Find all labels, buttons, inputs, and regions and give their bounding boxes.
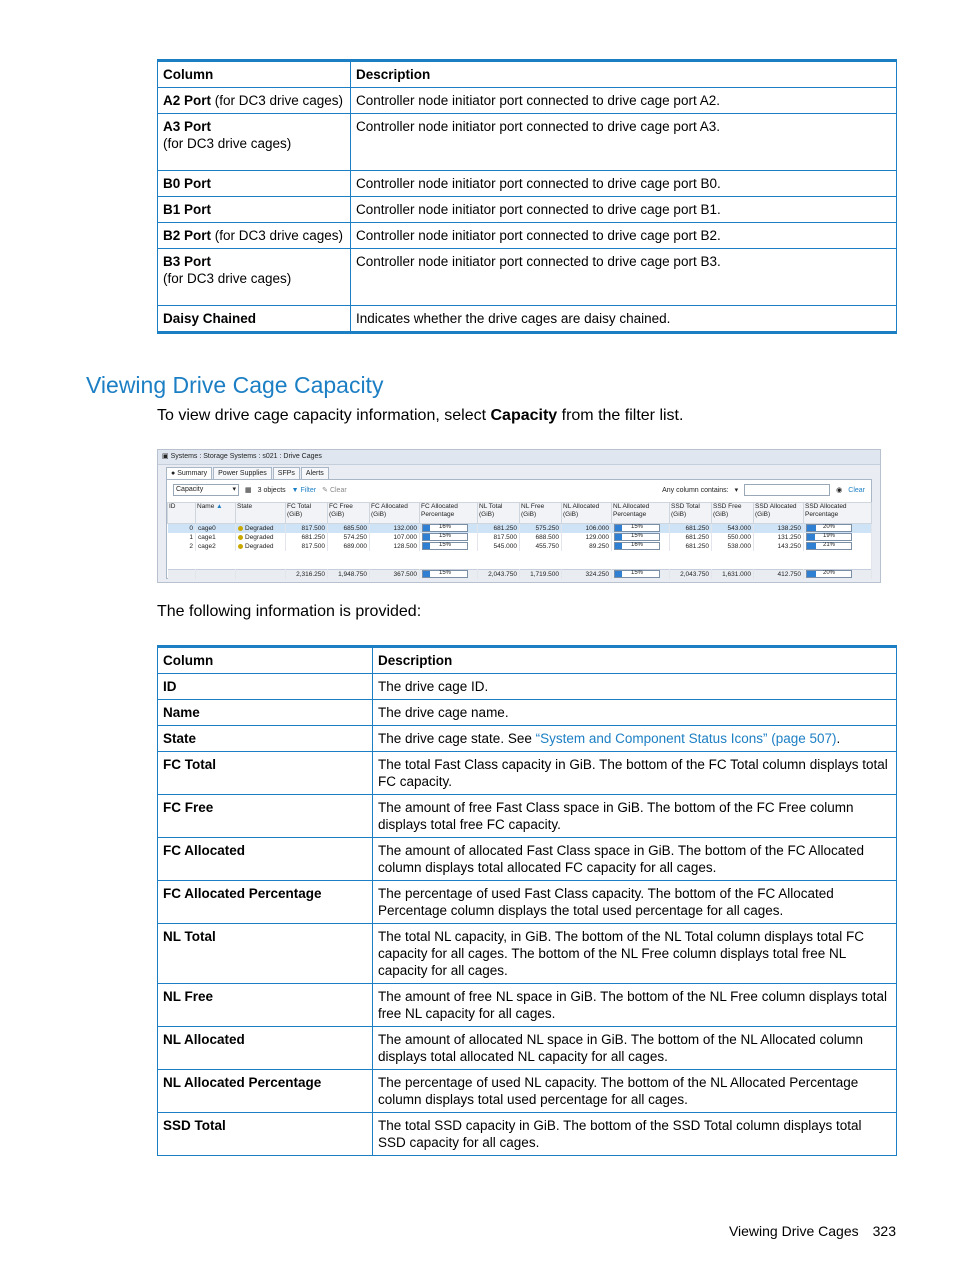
table-row <box>158 197 897 223</box>
filter-label: Filter <box>300 486 317 494</box>
percentage-label: 16% <box>630 542 643 549</box>
percentage-cell <box>612 533 670 542</box>
binoculars-icon[interactable]: ◉ <box>836 487 843 494</box>
row-name: B0 Port <box>163 176 212 191</box>
cell-fc-free: 685.500 <box>328 524 370 534</box>
summary-icon: ● <box>171 470 176 477</box>
tab-power-supplies[interactable]: Power Supplies <box>213 467 272 479</box>
cell-empty <box>196 570 236 580</box>
cell-ssd-allocated: 131.250 <box>754 533 804 542</box>
percentage-cell <box>804 570 872 580</box>
row-desc: The amount of allocated Fast Class space in GiB. The bottom of the FC Allocated column displays total allocated FC capacity for all cages. <box>373 838 897 881</box>
row-desc: Controller node initiator port connected to drive cage port B0. <box>351 171 897 197</box>
percentage-bar <box>806 570 852 578</box>
eraser-icon: ✎ <box>322 487 328 494</box>
table-row <box>158 881 897 924</box>
percentage-cell <box>612 542 670 551</box>
percentage-cell <box>420 542 478 551</box>
table-row <box>158 1070 897 1113</box>
description-header: Description <box>351 61 897 88</box>
table-row <box>158 726 897 752</box>
cell-nl-allocated: 89.250 <box>562 542 612 551</box>
row-name: B3 Port <box>163 254 212 269</box>
row-name: A2 Port <box>163 93 212 108</box>
grid-column-header[interactable]: NL Allocated (GiB) <box>562 503 612 524</box>
cell-state <box>236 533 286 542</box>
grid-column-header[interactable]: SSD Total (GiB) <box>670 503 712 524</box>
grid-column-header[interactable]: FC Allocated Percentage <box>420 503 478 524</box>
cell-nl-free: 575.250 <box>520 524 562 534</box>
total-ssd-total: 2,043.750 <box>670 570 712 580</box>
table-row <box>158 984 897 1027</box>
percentage-label: 20% <box>822 570 835 577</box>
column-header: Column <box>158 61 351 88</box>
percentage-bar <box>806 524 852 532</box>
percentage-cell <box>612 570 670 580</box>
cell-ssd-allocated: 138.250 <box>754 524 804 534</box>
percentage-bar <box>614 533 660 541</box>
port-table-header <box>158 61 897 88</box>
cell-empty <box>168 570 196 580</box>
cell-nl-total: 817.500 <box>478 533 520 542</box>
following-paragraph: The following information is provided: <box>157 603 422 620</box>
row-desc: The total SSD capacity in GiB. The bottom of the SSD Total column displays total SSD capacity for all cages. <box>373 1113 897 1156</box>
port-table <box>157 59 897 334</box>
percentage-label: 15% <box>630 524 643 531</box>
tab-alerts[interactable]: Alerts <box>301 467 329 479</box>
tab-label: Summary <box>177 470 208 477</box>
total-fc-allocated: 367.500 <box>370 570 420 580</box>
grid-column-header[interactable] <box>196 503 236 524</box>
status-icons-link[interactable]: “System and Component Status Icons” (page 507) <box>535 731 837 746</box>
row-desc-text: The drive cage state. See <box>378 731 536 746</box>
cell-name: cage1 <box>196 533 236 542</box>
cell-nl-free: 455.750 <box>520 542 562 551</box>
grid-column-header[interactable]: NL Total (GiB) <box>478 503 520 524</box>
cell-fc-free: 689.000 <box>328 542 370 551</box>
percentage-bar <box>614 542 660 550</box>
window-icon: ▣ <box>162 453 169 460</box>
cell-state <box>236 524 286 534</box>
row-note: (for DC3 drive cages) <box>163 271 292 286</box>
row-name: State <box>158 726 373 752</box>
window-title-text: Systems : Storage Systems : s021 : Drive Cages <box>170 453 322 460</box>
row-desc: Controller node initiator port connected to drive cage port A2. <box>351 88 897 114</box>
row-name: A3 Port <box>163 119 212 134</box>
row-desc: The amount of allocated NL space in GiB. The bottom of the NL Allocated column displays total allocated NL capacity for all cages. <box>373 1027 897 1070</box>
cell-ssd-allocated: 143.250 <box>754 542 804 551</box>
percentage-bar <box>614 570 660 578</box>
state-label: Degraded <box>245 543 274 550</box>
table-row[interactable] <box>168 524 872 534</box>
percentage-bar <box>422 533 468 541</box>
degraded-status-icon <box>238 544 243 549</box>
row-desc: The percentage of used Fast Class capacity. The bottom of the FC Allocated Percentage column displays the total used percentage for all cages. <box>373 881 897 924</box>
degraded-status-icon <box>238 526 243 531</box>
intro-text: To view drive cage capacity information, select <box>157 407 491 424</box>
table-row <box>158 114 897 171</box>
total-nl-allocated: 324.250 <box>562 570 612 580</box>
table-row <box>158 249 897 306</box>
percentage-label: 15% <box>438 542 451 549</box>
total-fc-total: 2,316.250 <box>286 570 328 580</box>
row-name: ID <box>158 674 373 700</box>
cell-nl-free: 688.500 <box>520 533 562 542</box>
empty-cell <box>168 560 872 570</box>
row-desc: The amount of free Fast Class space in GiB. The bottom of the FC Free column displays total free FC capacity. <box>373 795 897 838</box>
cell-ssd-free: 538.000 <box>712 542 754 551</box>
cell-nl-total: 681.250 <box>478 524 520 534</box>
row-note: (for DC3 drive cages) <box>211 93 344 108</box>
row-desc <box>373 726 897 752</box>
empty-cell <box>168 551 872 560</box>
grid-column-header[interactable]: SSD Allocated (GiB) <box>754 503 804 524</box>
total-nl-total: 2,043.750 <box>478 570 520 580</box>
cell-state <box>236 542 286 551</box>
table-row <box>158 924 897 984</box>
grid-body <box>168 524 872 580</box>
row-desc: The total NL capacity, in GiB. The bottom of the NL Total column displays total FC capacity for all cages. The bottom of the NL Free column displays total free NL capacity for all cages. <box>373 924 897 984</box>
capacity-column-table <box>157 645 897 1156</box>
table-row <box>158 88 897 114</box>
cell-fc-allocated: 128.500 <box>370 542 420 551</box>
table-row <box>158 795 897 838</box>
row-desc-post: . <box>836 731 841 746</box>
filter-icon: ▼ <box>291 486 299 494</box>
grid-column-header[interactable]: FC Allocated (GiB) <box>370 503 420 524</box>
intro-text-post: from the filter list. <box>557 407 684 424</box>
intro-paragraph <box>157 407 683 425</box>
clear-label: Clear <box>329 487 347 494</box>
table-row <box>158 306 897 333</box>
row-name: Name <box>158 700 373 726</box>
percentage-label: 15% <box>630 533 643 540</box>
row-name: NL Free <box>158 984 373 1027</box>
row-desc: Controller node initiator port connected to drive cage port B2. <box>351 223 897 249</box>
object-count: 3 objects <box>257 486 286 494</box>
totals-row <box>168 570 872 580</box>
row-name: Daisy Chained <box>163 311 257 326</box>
percentage-cell <box>420 524 478 534</box>
row-desc: The drive cage name. <box>373 700 897 726</box>
sort-ascending-icon: ▲ <box>216 503 223 510</box>
empty-row <box>168 551 872 560</box>
row-desc: Controller node initiator port connected to drive cage port B1. <box>351 197 897 223</box>
grid-column-label: Name <box>197 503 215 510</box>
page-number: 323 <box>872 1223 896 1239</box>
filter-select[interactable] <box>173 484 239 496</box>
table-row[interactable] <box>168 533 872 542</box>
cell-ssd-free: 543.000 <box>712 524 754 534</box>
row-desc: The total Fast Class capacity in GiB. The bottom of the FC Total column displays total FC capacity. <box>373 752 897 795</box>
cell-fc-allocated: 132.000 <box>370 524 420 534</box>
clear-search-link[interactable]: Clear <box>848 486 865 494</box>
row-desc: Controller node initiator port connected to drive cage port B3. <box>351 249 897 306</box>
intro-bold: Capacity <box>490 407 558 424</box>
cell-id: 0 <box>168 524 196 534</box>
any-column-label: Any column contains: <box>662 486 729 494</box>
percentage-label: 19% <box>822 533 835 540</box>
cell-ssd-free: 550.000 <box>712 533 754 542</box>
chevron-down-icon[interactable]: ▾ <box>734 487 739 494</box>
grid-column-header[interactable]: ID <box>168 503 196 524</box>
grid-header <box>168 503 872 524</box>
filter-select-value: Capacity <box>176 486 204 493</box>
search-input[interactable] <box>744 484 830 496</box>
percentage-cell <box>420 570 478 580</box>
cell-id: 1 <box>168 533 196 542</box>
tab-bar <box>166 467 330 479</box>
percentage-cell <box>804 533 872 542</box>
table-row <box>158 752 897 795</box>
percentage-bar <box>806 542 852 550</box>
cell-nl-allocated: 129.000 <box>562 533 612 542</box>
percentage-label: 15% <box>438 533 451 540</box>
objects-icon: ▦ <box>245 487 252 494</box>
percentage-label: 15% <box>438 570 451 577</box>
row-desc: The percentage of used NL capacity. The bottom of the NL Allocated Percentage column displays total used percentage for all cages. <box>373 1070 897 1113</box>
table-row <box>158 171 897 197</box>
clear-filter-button[interactable] <box>322 486 347 494</box>
table-row <box>158 700 897 726</box>
row-desc: The drive cage ID. <box>373 674 897 700</box>
description-header: Description <box>373 647 897 674</box>
total-fc-free: 1,948.750 <box>328 570 370 580</box>
grid-column-header[interactable]: State <box>236 503 286 524</box>
grid-column-header[interactable]: NL Free (GiB) <box>520 503 562 524</box>
table-row <box>158 838 897 881</box>
chevron-down-icon: ▾ <box>232 486 236 493</box>
cell-fc-total: 817.500 <box>286 524 328 534</box>
row-name: FC Free <box>158 795 373 838</box>
table-row <box>158 223 897 249</box>
tab-sfps[interactable]: SFPs <box>273 467 300 479</box>
state-label: Degraded <box>245 534 274 541</box>
cell-fc-free: 574.250 <box>328 533 370 542</box>
window-title <box>158 450 880 465</box>
row-name: NL Total <box>158 924 373 984</box>
cell-ssd-total: 681.250 <box>670 533 712 542</box>
row-note: (for DC3 drive cages) <box>211 228 344 243</box>
row-name: B2 Port <box>163 228 212 243</box>
column-header: Column <box>158 647 373 674</box>
cell-nl-allocated: 106.000 <box>562 524 612 534</box>
row-name: FC Allocated <box>158 838 373 881</box>
percentage-bar <box>422 542 468 550</box>
percentage-label: 16% <box>438 524 451 531</box>
total-nl-free: 1,719.500 <box>520 570 562 580</box>
page-footer <box>729 1223 896 1239</box>
percentage-cell <box>420 533 478 542</box>
table-row[interactable] <box>168 542 872 551</box>
cell-empty <box>236 570 286 580</box>
table-row <box>158 1027 897 1070</box>
empty-row <box>168 560 872 570</box>
tab-summary[interactable] <box>166 467 212 479</box>
grid-column-header[interactable]: SSD Allocated Percentage <box>804 503 872 524</box>
table-row <box>158 1113 897 1156</box>
capacity-grid <box>167 502 871 579</box>
percentage-bar <box>614 524 660 532</box>
cell-fc-allocated: 107.000 <box>370 533 420 542</box>
filter-toolbar <box>167 480 871 500</box>
cell-name: cage0 <box>196 524 236 534</box>
percentage-bar <box>806 533 852 541</box>
capacity-table-header <box>158 647 897 674</box>
filter-button[interactable] <box>292 487 316 494</box>
row-name: FC Total <box>158 752 373 795</box>
cell-name: cage2 <box>196 542 236 551</box>
section-heading: Viewing Drive Cage Capacity <box>86 372 384 398</box>
drive-cage-capacity-screenshot <box>157 449 881 583</box>
cell-ssd-total: 681.250 <box>670 524 712 534</box>
row-desc: Controller node initiator port connected to drive cage port A3. <box>351 114 897 171</box>
row-desc: The amount of free NL space in GiB. The bottom of the NL Free column displays total free NL capacity for all cages. <box>373 984 897 1027</box>
percentage-bar <box>422 524 468 532</box>
grid-column-header[interactable]: SSD Free (GiB) <box>712 503 754 524</box>
row-name: FC Allocated Percentage <box>158 881 373 924</box>
total-ssd-allocated: 412.750 <box>754 570 804 580</box>
footer-section: Viewing Drive Cages <box>728 1223 859 1239</box>
row-name: NL Allocated <box>158 1027 373 1070</box>
cell-ssd-total: 681.250 <box>670 542 712 551</box>
percentage-cell <box>612 524 670 534</box>
row-name: B1 Port <box>163 202 212 217</box>
row-desc: Indicates whether the drive cages are daisy chained. <box>351 306 897 333</box>
table-row <box>158 674 897 700</box>
cell-nl-total: 545.000 <box>478 542 520 551</box>
degraded-status-icon <box>238 535 243 540</box>
percentage-label: 21% <box>822 542 835 549</box>
grid-column-header[interactable]: NL Allocated Percentage <box>612 503 670 524</box>
total-ssd-free: 1,631.000 <box>712 570 754 580</box>
cell-id: 2 <box>168 542 196 551</box>
percentage-cell <box>804 524 872 534</box>
grid-column-header[interactable]: FC Total (GiB) <box>286 503 328 524</box>
percentage-label: 20% <box>822 524 835 531</box>
cell-fc-total: 817.500 <box>286 542 328 551</box>
row-name: NL Allocated Percentage <box>158 1070 373 1113</box>
percentage-bar <box>422 570 468 578</box>
summary-panel <box>166 479 872 579</box>
state-label: Degraded <box>245 525 274 532</box>
cell-fc-total: 681.250 <box>286 533 328 542</box>
percentage-label: 15% <box>630 570 643 577</box>
percentage-cell <box>804 542 872 551</box>
grid-column-header[interactable]: FC Free (GiB) <box>328 503 370 524</box>
row-note: (for DC3 drive cages) <box>163 136 292 151</box>
row-name: SSD Total <box>158 1113 373 1156</box>
